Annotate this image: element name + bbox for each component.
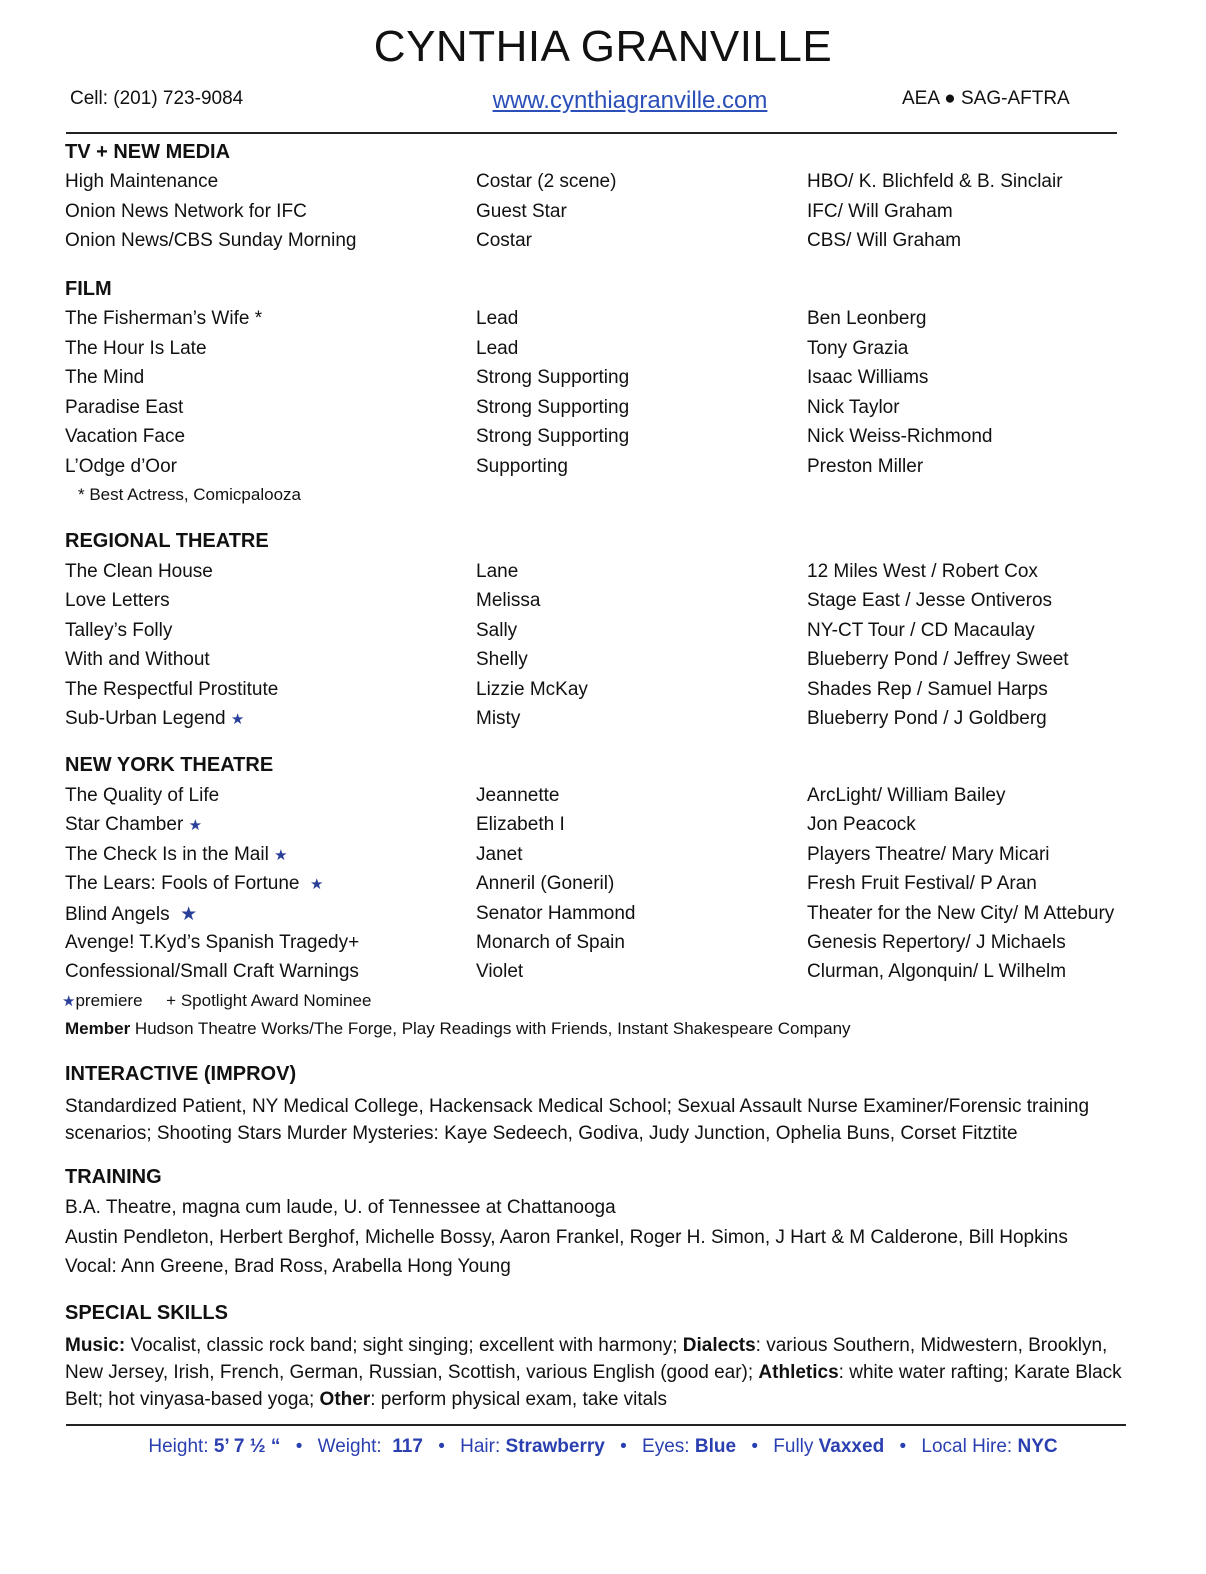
credit-role: Guest Star [476,201,567,222]
film-footnote: * Best Actress, Comicpalooza [78,485,301,504]
section-heading-skills: SPECIAL SKILLS [65,1302,228,1324]
ny-legend [62,991,371,1011]
credit-company: Nick Weiss-Richmond [807,426,993,447]
credit-company: Blueberry Pond / J Goldberg [807,708,1047,729]
training-line [0,1227,1206,1257]
table-row [0,561,1206,591]
credit-title: Sub-Urban Legend [65,708,226,729]
training-vocal: Vocal: Ann Greene, Brad Ross, Arabella Hong Young [65,1256,511,1277]
separator-dot: • [438,1436,445,1457]
table-row [0,338,1206,368]
credit-title: Star Chamber [65,814,184,835]
credit-title: The Quality of Life [65,785,220,806]
union-affiliations: AEA ● SAG-AFTRA [902,88,1070,109]
credit-role: Senator Hammond [476,903,636,924]
eyes-label: Eyes: [642,1436,690,1457]
credit-title: The Hour Is Late [65,338,207,359]
premiere-star-icon: ★ [188,817,203,834]
credit-company: Shades Rep / Samuel Harps [807,679,1048,700]
credit-role: Lane [476,561,519,582]
credit-role: Costar [476,230,532,251]
credit-title: The Clean House [65,561,213,582]
credit-role: Lizzie McKay [476,679,588,700]
table-row [0,397,1206,427]
credit-company: Genesis Repertory/ J Michaels [807,932,1066,953]
credit-company: Stage East / Jesse Ontiveros [807,590,1053,611]
credit-role: Anneril (Goneril) [476,873,615,894]
credit-company: Preston Miller [807,456,924,477]
training-degree: B.A. Theatre, magna cum laude, U. of Tennessee at Chattanooga [65,1197,616,1218]
premiere-star-icon: ★ [230,711,245,728]
separator-dot: • [899,1436,907,1457]
credit-company: NY-CT Tour / CD Macaulay [807,620,1035,641]
training-line [0,1256,1206,1286]
credit-company: Jon Peacock [807,814,916,835]
table-row [0,961,1206,991]
table-row [0,308,1206,338]
table-row [0,590,1206,620]
section-heading-regional: REGIONAL THEATRE [65,530,269,552]
credit-title: The Mind [65,367,145,388]
credit-title: Avenge! T.Kyd’s Spanish Tragedy+ [65,932,360,953]
credit-company: Fresh Fruit Festival/ P Aran [807,873,1037,894]
premiere-star-icon: ★ [274,847,288,864]
local-value: NYC [1017,1436,1058,1457]
credit-role: Melissa [476,590,541,611]
vax-value: Vaxxed [818,1436,885,1457]
credit-company: Tony Grazia [807,338,909,359]
premiere-star-icon: ★ [180,904,198,925]
separator-dot: • [620,1436,627,1457]
website-link[interactable]: www.cynthiagranville.com [492,87,768,114]
credit-title: L’Odge d’Oor [65,456,177,477]
credit-company: CBS/ Will Graham [807,230,962,251]
credit-title: Talley’s Folly [65,620,173,641]
skills-music-label: Music: [65,1335,126,1356]
training-line [0,1197,1206,1227]
credit-role: Lead [476,338,519,359]
credit-title-wrap [65,814,202,836]
premiere-star-icon: ★ [62,993,76,1010]
credit-role: Strong Supporting [476,426,630,447]
credit-company: 12 Miles West / Robert Cox [807,561,1038,582]
credit-role: Monarch of Spain [476,932,625,953]
hair-value: Strawberry [505,1436,605,1457]
credit-role: Elizabeth I [476,814,565,835]
credit-company: Ben Leonberg [807,308,927,329]
separator-dot: • [295,1436,303,1457]
credit-company: Blueberry Pond / Jeffrey Sweet [807,649,1069,670]
header-divider [66,132,1117,134]
credit-company: Theater for the New City/ M Attebury [807,903,1115,924]
credit-company: HBO/ K. Blichfeld & B. Sinclair [807,171,1063,192]
table-row [0,620,1206,650]
weight-value: 117 [392,1436,423,1457]
skills-text [65,1332,1140,1413]
table-row [0,426,1206,456]
credit-title: The Check Is in the Mail [65,844,269,865]
credit-company: IFC/ Will Graham [807,201,953,222]
physical-stats [0,1436,1206,1458]
footer-divider [66,1424,1126,1426]
credit-role: Strong Supporting [476,367,630,388]
credit-title-wrap [65,873,323,895]
section-heading-training: TRAINING [65,1166,162,1188]
credit-company: Players Theatre/ Mary Micari [807,844,1050,865]
credit-company: Clurman, Algonquin/ L Wilhelm [807,961,1067,982]
credit-role: Janet [476,844,523,865]
section-heading-ny: NEW YORK THEATRE [65,754,274,776]
table-row [0,201,1206,231]
credit-role: Shelly [476,649,528,670]
credit-title: Onion News/CBS Sunday Morning [65,230,357,251]
credit-title: The Lears: Fools of Fortune [65,873,300,894]
table-row [0,649,1206,679]
hair-label: Hair: [460,1436,501,1457]
section-heading-film: FILM [65,278,112,300]
credit-role: Costar (2 scene) [476,171,617,192]
member-text: Hudson Theatre Works/The Forge, Play Readings with Friends, Instant Shakespeare Company [134,1019,851,1038]
skills-athletics-label: Athletics [758,1362,839,1383]
legend-spotlight: + Spotlight Award Nominee [166,991,372,1010]
section-heading-interactive: INTERACTIVE (IMPROV) [65,1063,297,1085]
skills-dialects: : various Southern, Midwestern, Brooklyn, New Jersey, Irish, French, German, Russian, Scottish, various English (good ear); [65,1335,1108,1383]
skills-other-label: Other [319,1389,371,1410]
credit-title: Confessional/Small Craft Warnings [65,961,359,982]
credit-role: Jeannette [476,785,560,806]
separator-dot: • [751,1436,758,1457]
local-label: Local Hire: [921,1436,1013,1457]
table-row [0,679,1206,709]
vax-label: Fully [773,1436,814,1457]
skills-music: Vocalist, classic rock band; sight singing; excellent with harmony; [125,1335,683,1356]
credit-role: Supporting [476,456,568,477]
table-row [0,785,1206,815]
table-row [0,903,1206,933]
legend-premiere: premiere [75,991,143,1010]
credit-title: With and Without [65,649,210,670]
credit-company: Nick Taylor [807,397,900,418]
credit-title-wrap [65,708,244,730]
member-label: Member [65,1019,131,1038]
credit-title: Onion News Network for IFC [65,201,307,222]
credit-role: Strong Supporting [476,397,630,418]
member-line [65,1019,851,1039]
cell-phone: Cell: (201) 723-9084 [70,88,244,109]
weight-label: Weight: [317,1436,382,1457]
table-row [0,230,1206,260]
table-row [0,708,1206,738]
credit-company: Isaac Williams [807,367,929,388]
section-heading-tv: TV + NEW MEDIA [65,141,231,163]
resume-name: CYNTHIA GRANVILLE [373,22,833,71]
credit-title: Vacation Face [65,426,186,447]
skills-dialects-label: Dialects [682,1335,756,1356]
interactive-text: Standardized Patient, NY Medical College, Hackensack Medical School; Sexual Assault Nurse Examiner/Forensic training scenarios; Shooting Stars Murder Mysteries: Kaye Sedeech, Godiva, Judy Junction, Ophelia Buns, Corset Fitztite [65,1096,1090,1144]
credit-title: The Respectful Prostitute [65,679,279,700]
table-row [0,367,1206,397]
table-row [0,844,1206,874]
credit-role: Sally [476,620,518,641]
table-row [0,171,1206,201]
credit-role: Lead [476,308,519,329]
credit-title: High Maintenance [65,171,219,192]
credit-company: ArcLight/ William Bailey [807,785,1006,806]
table-row [0,873,1206,903]
credit-role: Violet [476,961,524,982]
credit-title-wrap [65,903,197,926]
height-value: 5’ 7 ½ “ [213,1436,281,1457]
credit-role: Misty [476,708,521,729]
training-teachers: Austin Pendleton, Herbert Berghof, Michelle Bossy, Aaron Frankel, Roger H. Simon, J Hart & M Calderone, Bill Hopkins [65,1227,1068,1248]
premiere-star-icon: ★ [310,876,324,893]
credit-title: Love Letters [65,590,170,611]
credit-title: The Fisherman’s Wife * [65,308,263,329]
table-row [0,814,1206,844]
table-row [0,456,1206,486]
skills-athletics: : white water rafting; Karate Black Belt; hot vinyasa-based yoga; [65,1362,1122,1410]
eyes-value: Blue [694,1436,737,1457]
table-row [0,932,1206,962]
height-label: Height: [148,1436,209,1457]
credit-title: Paradise East [65,397,184,418]
credit-title-wrap [65,844,288,866]
skills-other: : perform physical exam, take vitals [370,1389,667,1410]
credit-title: Blind Angels [65,904,170,925]
